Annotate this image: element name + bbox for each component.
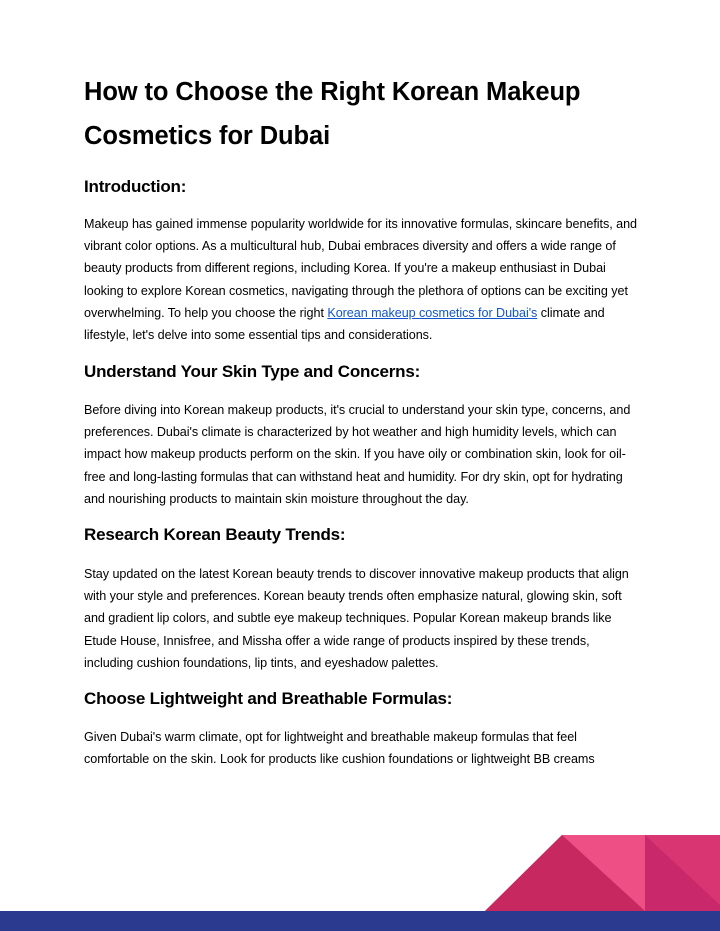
section-heading-trends: Research Korean Beauty Trends: — [84, 525, 346, 544]
section-paragraph-trends: Stay updated on the latest Korean beauty trends to discover innovative makeup products that align with your style and preferences. Korean beauty trends often emphasize natural, glowing skin, soft and gradient lip colors, and subtle eye makeup techniques. Popular Korean makeup brands like Etude House, Innisfree, and Missha offer a wide range of products inspired by these trends, including cushion foundations, lip tints, and eyeshadow palettes. — [84, 567, 629, 670]
section-heading-skin-type: Understand Your Skin Type and Concerns: — [84, 362, 421, 381]
intro-text-after-link: climate and lifestyle, let's delve into some essential tips and considerations. — [84, 305, 605, 343]
section-paragraph-formulas: Given Dubai's warm climate, opt for lightweight and breathable makeup formulas that feel comfortable on the skin. Look for products like cushion foundations or lightweight BB creams — [84, 730, 595, 767]
intro-text-before-link: Makeup has gained immense popularity worldwide for its innovative formulas, skincare benefits, and vibrant color options. As a multicultural hub, Dubai embraces diversity and offers a wide range of beauty products from different regions, including Korea. If you're a makeup enthusiast in Dubai looking to explore Korean cosmetics, navigating through the plethora of options can be exciting yet overwhelming. To help you choose the right — [84, 217, 638, 320]
section-heading-introduction: Introduction: — [84, 177, 187, 196]
page-title: How to Choose the Right Korean Makeup Cosmetics for Dubai — [84, 78, 581, 150]
section-heading-formulas: Choose Lightweight and Breathable Formulas: — [84, 689, 453, 708]
korean-makeup-link[interactable]: Korean makeup cosmetics for Dubai's — [327, 305, 538, 320]
section-paragraph-skin-type: Before diving into Korean makeup products, it's crucial to understand your skin type, concerns, and preferences. Dubai's climate is characterized by hot weather and high humidity levels, which can impact how makeup products perform on the skin. If you have oily or combination skin, look for oil-free and long-lasting formulas that can withstand heat and humidity. For dry skin, opt for hydrating and nourishing products to maintain skin moisture throughout the day. — [84, 403, 631, 506]
footer-band — [0, 911, 720, 931]
